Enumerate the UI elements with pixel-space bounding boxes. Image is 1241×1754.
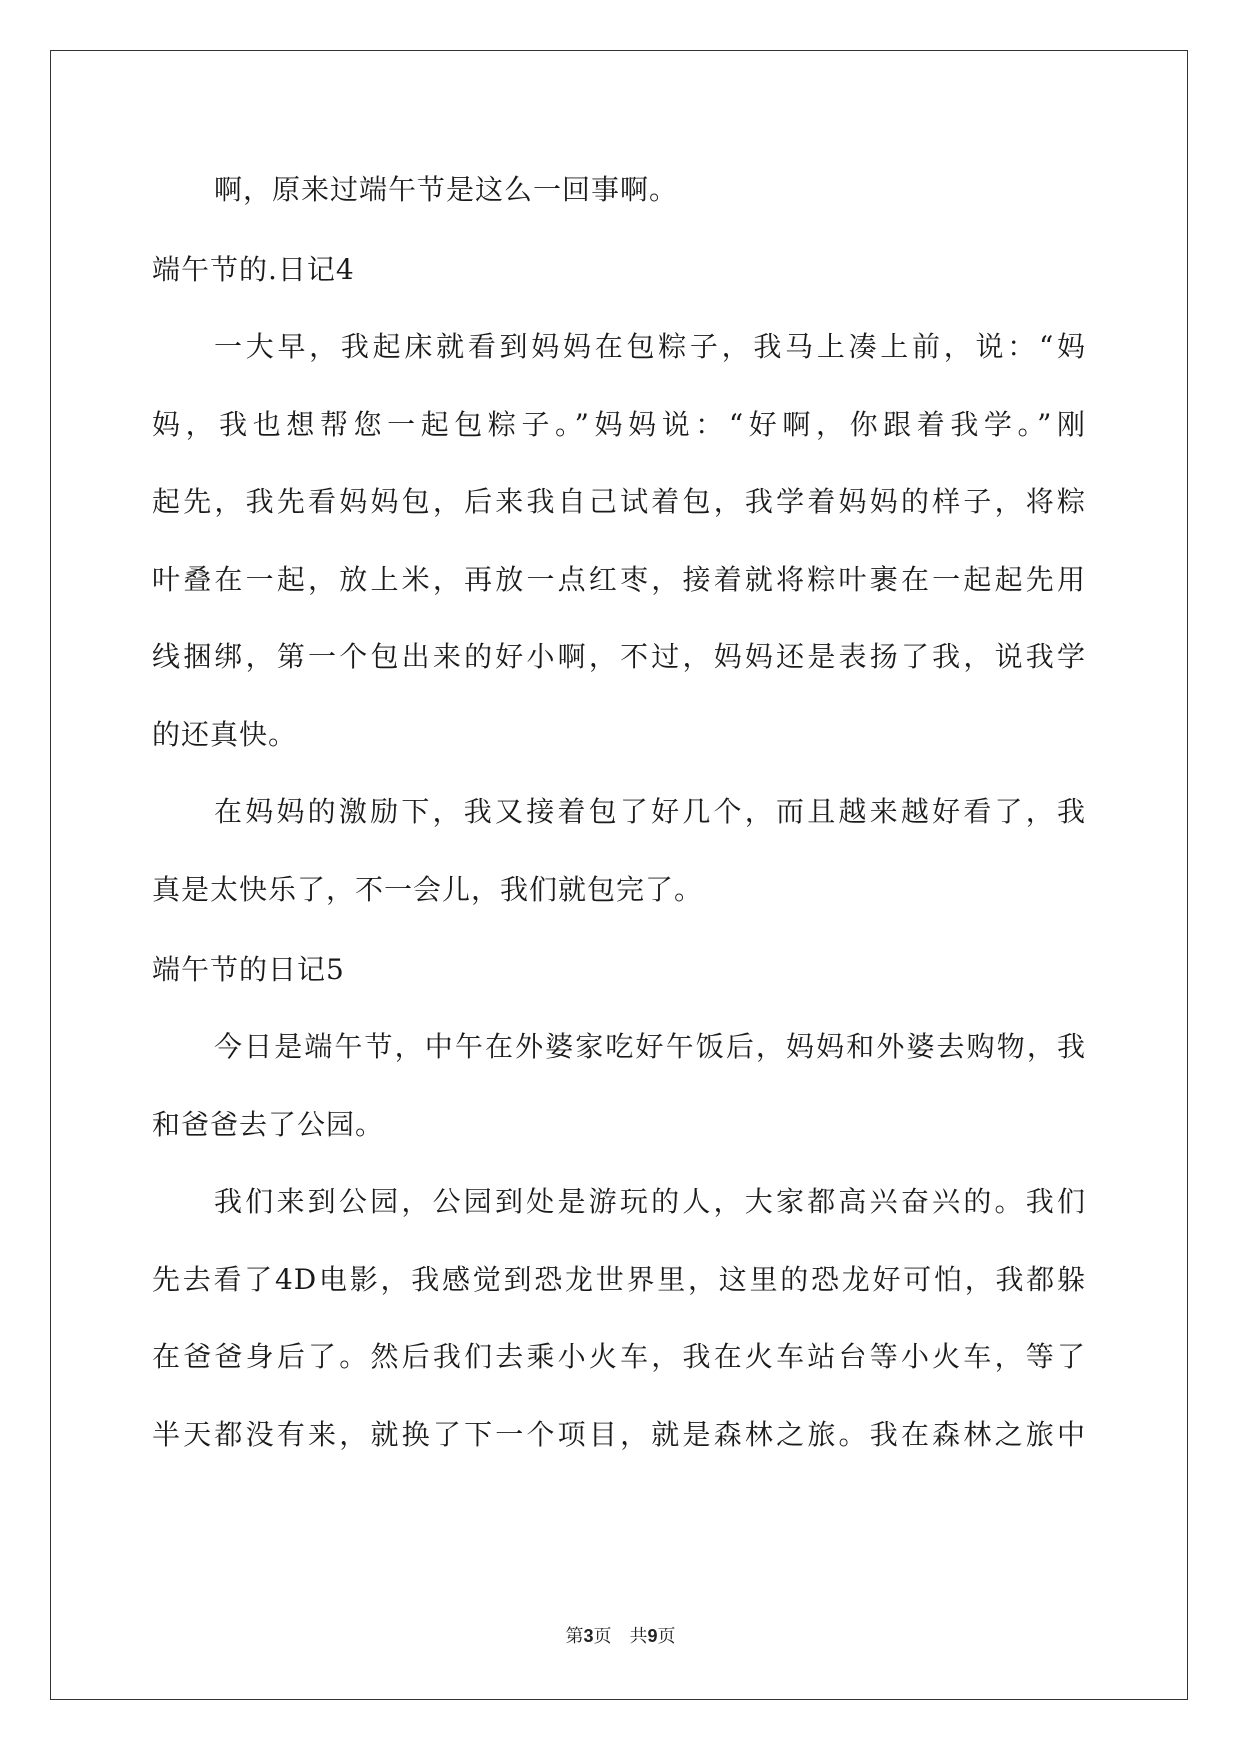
- paragraph-line: 半天都没有来，就换了下一个项目，就是森林之旅。我在森林之旅中: [152, 1418, 1086, 1451]
- paragraph-line: 先去看了4D电影，我感觉到恐龙世界里，这里的恐龙好可怕，我都躲: [152, 1263, 1086, 1296]
- paragraph-line: 叶叠在一起，放上米，再放一点红枣，接着就将粽叶裹在一起起先用: [152, 563, 1086, 596]
- paragraph-line: 和爸爸去了公园。: [152, 1108, 385, 1141]
- paragraph-line: 在妈妈的激励下，我又接着包了好几个，而且越来越好看了，我: [214, 795, 1086, 828]
- section-heading: 端午节的.日记4: [152, 253, 355, 286]
- paragraph-line: 起先，我先看妈妈包，后来我自己试着包，我学着妈妈的样子，将粽: [152, 485, 1086, 518]
- paragraph-line: 啊，原来过端午节是这么一回事啊。: [214, 173, 679, 206]
- paragraph-line: 我们来到公园，公园到处是游玩的人，大家都高兴奋兴的。我们: [214, 1185, 1086, 1218]
- paragraph-line: 今日是端午节，中午在外婆家吃好午饭后，妈妈和外婆去购物，我: [214, 1030, 1086, 1063]
- paragraph-line: 的还真快。: [152, 718, 298, 751]
- paragraph-line: 线捆绑，第一个包出来的好小啊，不过，妈妈还是表扬了我，说我学: [152, 640, 1086, 673]
- total-pages-number: 9: [647, 1626, 658, 1646]
- paragraph-line: 在爸爸身后了。然后我们去乘小火车，我在火车站台等小火车，等了: [152, 1340, 1086, 1373]
- section-heading: 端午节的日记5: [152, 953, 345, 986]
- footer-suffix: 页: [657, 1626, 676, 1647]
- footer-middle: 页 共: [593, 1626, 648, 1647]
- paragraph-line: 一大早，我起床就看到妈妈在包粽子，我马上凑上前，说：“妈: [214, 330, 1086, 363]
- paragraph-line: 妈，我也想帮您一起包粽子。”妈妈说：“好啊，你跟着我学。”刚: [152, 408, 1086, 441]
- footer-prefix: 第: [565, 1626, 584, 1647]
- paragraph-line: 真是太快乐了，不一会儿，我们就包完了。: [152, 873, 704, 906]
- page-footer: [0, 1624, 1241, 1649]
- current-page-number: 3: [583, 1626, 594, 1646]
